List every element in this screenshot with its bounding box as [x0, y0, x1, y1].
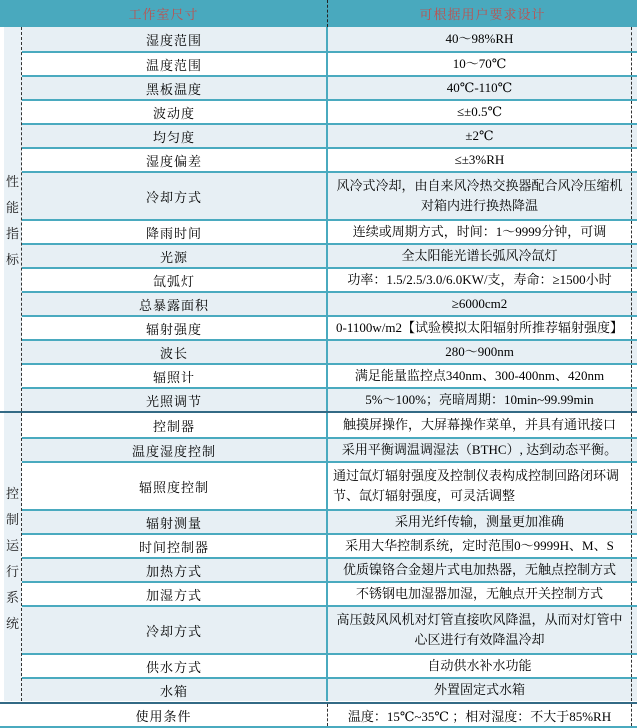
row-parameter-value: 满足能量监控点340nm、300-400nm、420nm [328, 365, 632, 387]
row-parameter-name: 湿度偏差 [22, 149, 328, 171]
row-parameter-value: 风冷式冷却，由自来风冷热交换器配合风冷压缩机对箱内进行换热降温 [328, 173, 632, 219]
row-parameter-name: 加热方式 [22, 559, 328, 581]
table-row [22, 653, 637, 677]
table-row [22, 387, 637, 411]
row-parameter-name: 波长 [22, 341, 328, 363]
table-row [22, 219, 637, 243]
section-label-char: 行 [5, 563, 19, 579]
table-row [22, 51, 637, 75]
section-label-char: 性 [5, 173, 19, 189]
row-parameter-value: ≤±3%RH [328, 149, 632, 171]
row-parameter-name: 黑板温度 [22, 77, 328, 99]
header-cell-custom-design: 可根据用户要求设计 [419, 7, 546, 22]
table-row [22, 509, 637, 533]
section-label-char: 系 [5, 589, 19, 605]
section-label-char: 运 [5, 537, 19, 553]
row-parameter-value: 280～900nm [328, 341, 632, 363]
row-parameter-name: 氙弧灯 [22, 269, 328, 291]
row-parameter-value: 全太阳能光谱长弧风冷氙灯 [328, 245, 632, 267]
row-parameter-name: 总暴露面积 [22, 293, 328, 315]
section-label-char: 标 [5, 251, 19, 267]
row-parameter-value: 40℃-110℃ [328, 77, 632, 99]
table-row [22, 147, 637, 171]
row-parameter-name: 降雨时间 [22, 221, 328, 243]
row-parameter-value: 采用平衡调温调湿法（BTHC）, 达到动态平衡。 [328, 439, 632, 461]
row-parameter-value: 采用光纤传输，测量更加准确 [328, 511, 632, 533]
row-parameter-name: 辐照度控制 [22, 463, 328, 509]
row-parameter-name: 时间控制器 [22, 535, 328, 557]
table-row [22, 677, 637, 701]
table-body [0, 27, 637, 702]
row-parameter-name: 控制器 [22, 413, 328, 437]
table-row [22, 437, 637, 461]
row-parameter-value: 高压鼓风风机对灯管直接吹风降温，从而对灯管中心区进行有效降温冷却 [328, 607, 632, 653]
row-parameter-value: 10～70℃ [328, 53, 632, 75]
section-vertical-label [4, 413, 22, 701]
section-label-char: 能 [5, 199, 19, 215]
row-parameter-value: 40～98%RH [328, 27, 632, 51]
table-row [22, 557, 637, 581]
row-parameter-name: 湿度范围 [22, 27, 328, 51]
row-parameter-value: 触摸屏操作，大屏幕操作菜单，并具有通讯接口 [328, 413, 632, 437]
row-parameter-name: 供水方式 [22, 655, 328, 677]
row-parameter-name: 加湿方式 [22, 583, 328, 605]
table-row [22, 533, 637, 557]
row-parameter-name: 波动度 [22, 101, 328, 123]
footer-name: 使用条件 [0, 704, 328, 726]
row-parameter-value: 采用大华控制系统，定时范围0～9999H、M、S [328, 535, 632, 557]
row-parameter-value: ≤±0.5℃ [328, 101, 632, 123]
row-parameter-name: 均匀度 [22, 125, 328, 147]
section-label-char: 统 [5, 615, 19, 631]
row-parameter-name: 冷却方式 [22, 173, 328, 219]
row-parameter-name: 辐射测量 [22, 511, 328, 533]
table-row [22, 605, 637, 653]
table-row [22, 339, 637, 363]
section-label-char: 制 [5, 511, 19, 527]
row-parameter-value: 自动供水补水功能 [328, 655, 632, 677]
row-parameter-value: ±2℃ [328, 125, 632, 147]
table-row [22, 267, 637, 291]
row-parameter-value: 连续或周期方式，时间：1～9999分钟，可调 [328, 221, 632, 243]
section-vertical-label [4, 27, 22, 411]
footer-row [0, 702, 637, 728]
table-row [22, 461, 637, 509]
table-row [22, 291, 637, 315]
row-parameter-name: 水箱 [22, 679, 328, 701]
row-parameter-name: 辐射强度 [22, 317, 328, 339]
section-label-char: 指 [5, 225, 19, 241]
footer-value: 温度：15℃~35℃ ；相对湿度：不大于85%RH [328, 704, 632, 726]
table-row [22, 315, 637, 339]
table-row [22, 123, 637, 147]
row-parameter-value: 外置固定式水箱 [328, 679, 632, 701]
header-cell-workroom-size: 工作室尺寸 [0, 0, 328, 27]
section-rows [22, 27, 637, 411]
table-header [0, 0, 637, 27]
row-parameter-value: 0-1100w/m2【试验模拟太阳辐射所推荐辐射强度】 [328, 317, 632, 339]
row-parameter-name: 辐照计 [22, 365, 328, 387]
table-row [22, 243, 637, 267]
row-parameter-name: 冷却方式 [22, 607, 328, 653]
row-parameter-value: ≥6000cm2 [328, 293, 632, 315]
table-row [22, 363, 637, 387]
row-parameter-value: 不锈钢电加湿器加湿，无触点开关控制方式 [328, 583, 632, 605]
table-row [22, 99, 637, 123]
table-section [0, 411, 637, 701]
row-parameter-name: 光源 [22, 245, 328, 267]
row-parameter-value: 5%～100%；亮暗周期：10min~99.99min [328, 389, 632, 411]
row-parameter-value: 通过氙灯辐射强度及控制仪表构成控制回路闭环调节、氙灯辐射强度，可灵活调整 [328, 463, 632, 509]
table-row [22, 75, 637, 99]
row-parameter-name: 光照调节 [22, 389, 328, 411]
row-parameter-name: 温度范围 [22, 53, 328, 75]
table-row [22, 27, 637, 51]
row-parameter-value: 优质镍铬合金翅片式电加热器，无触点控制方式 [328, 559, 632, 581]
table-row [22, 413, 637, 437]
table-section [0, 27, 637, 411]
section-rows [22, 413, 637, 701]
table-row [22, 171, 637, 219]
row-parameter-name: 温度湿度控制 [22, 439, 328, 461]
table-row [22, 581, 637, 605]
row-parameter-value: 功率：1.5/2.5/3.0/6.0KW/支，寿命：≥1500小时 [328, 269, 632, 291]
section-label-char: 控 [5, 485, 19, 501]
